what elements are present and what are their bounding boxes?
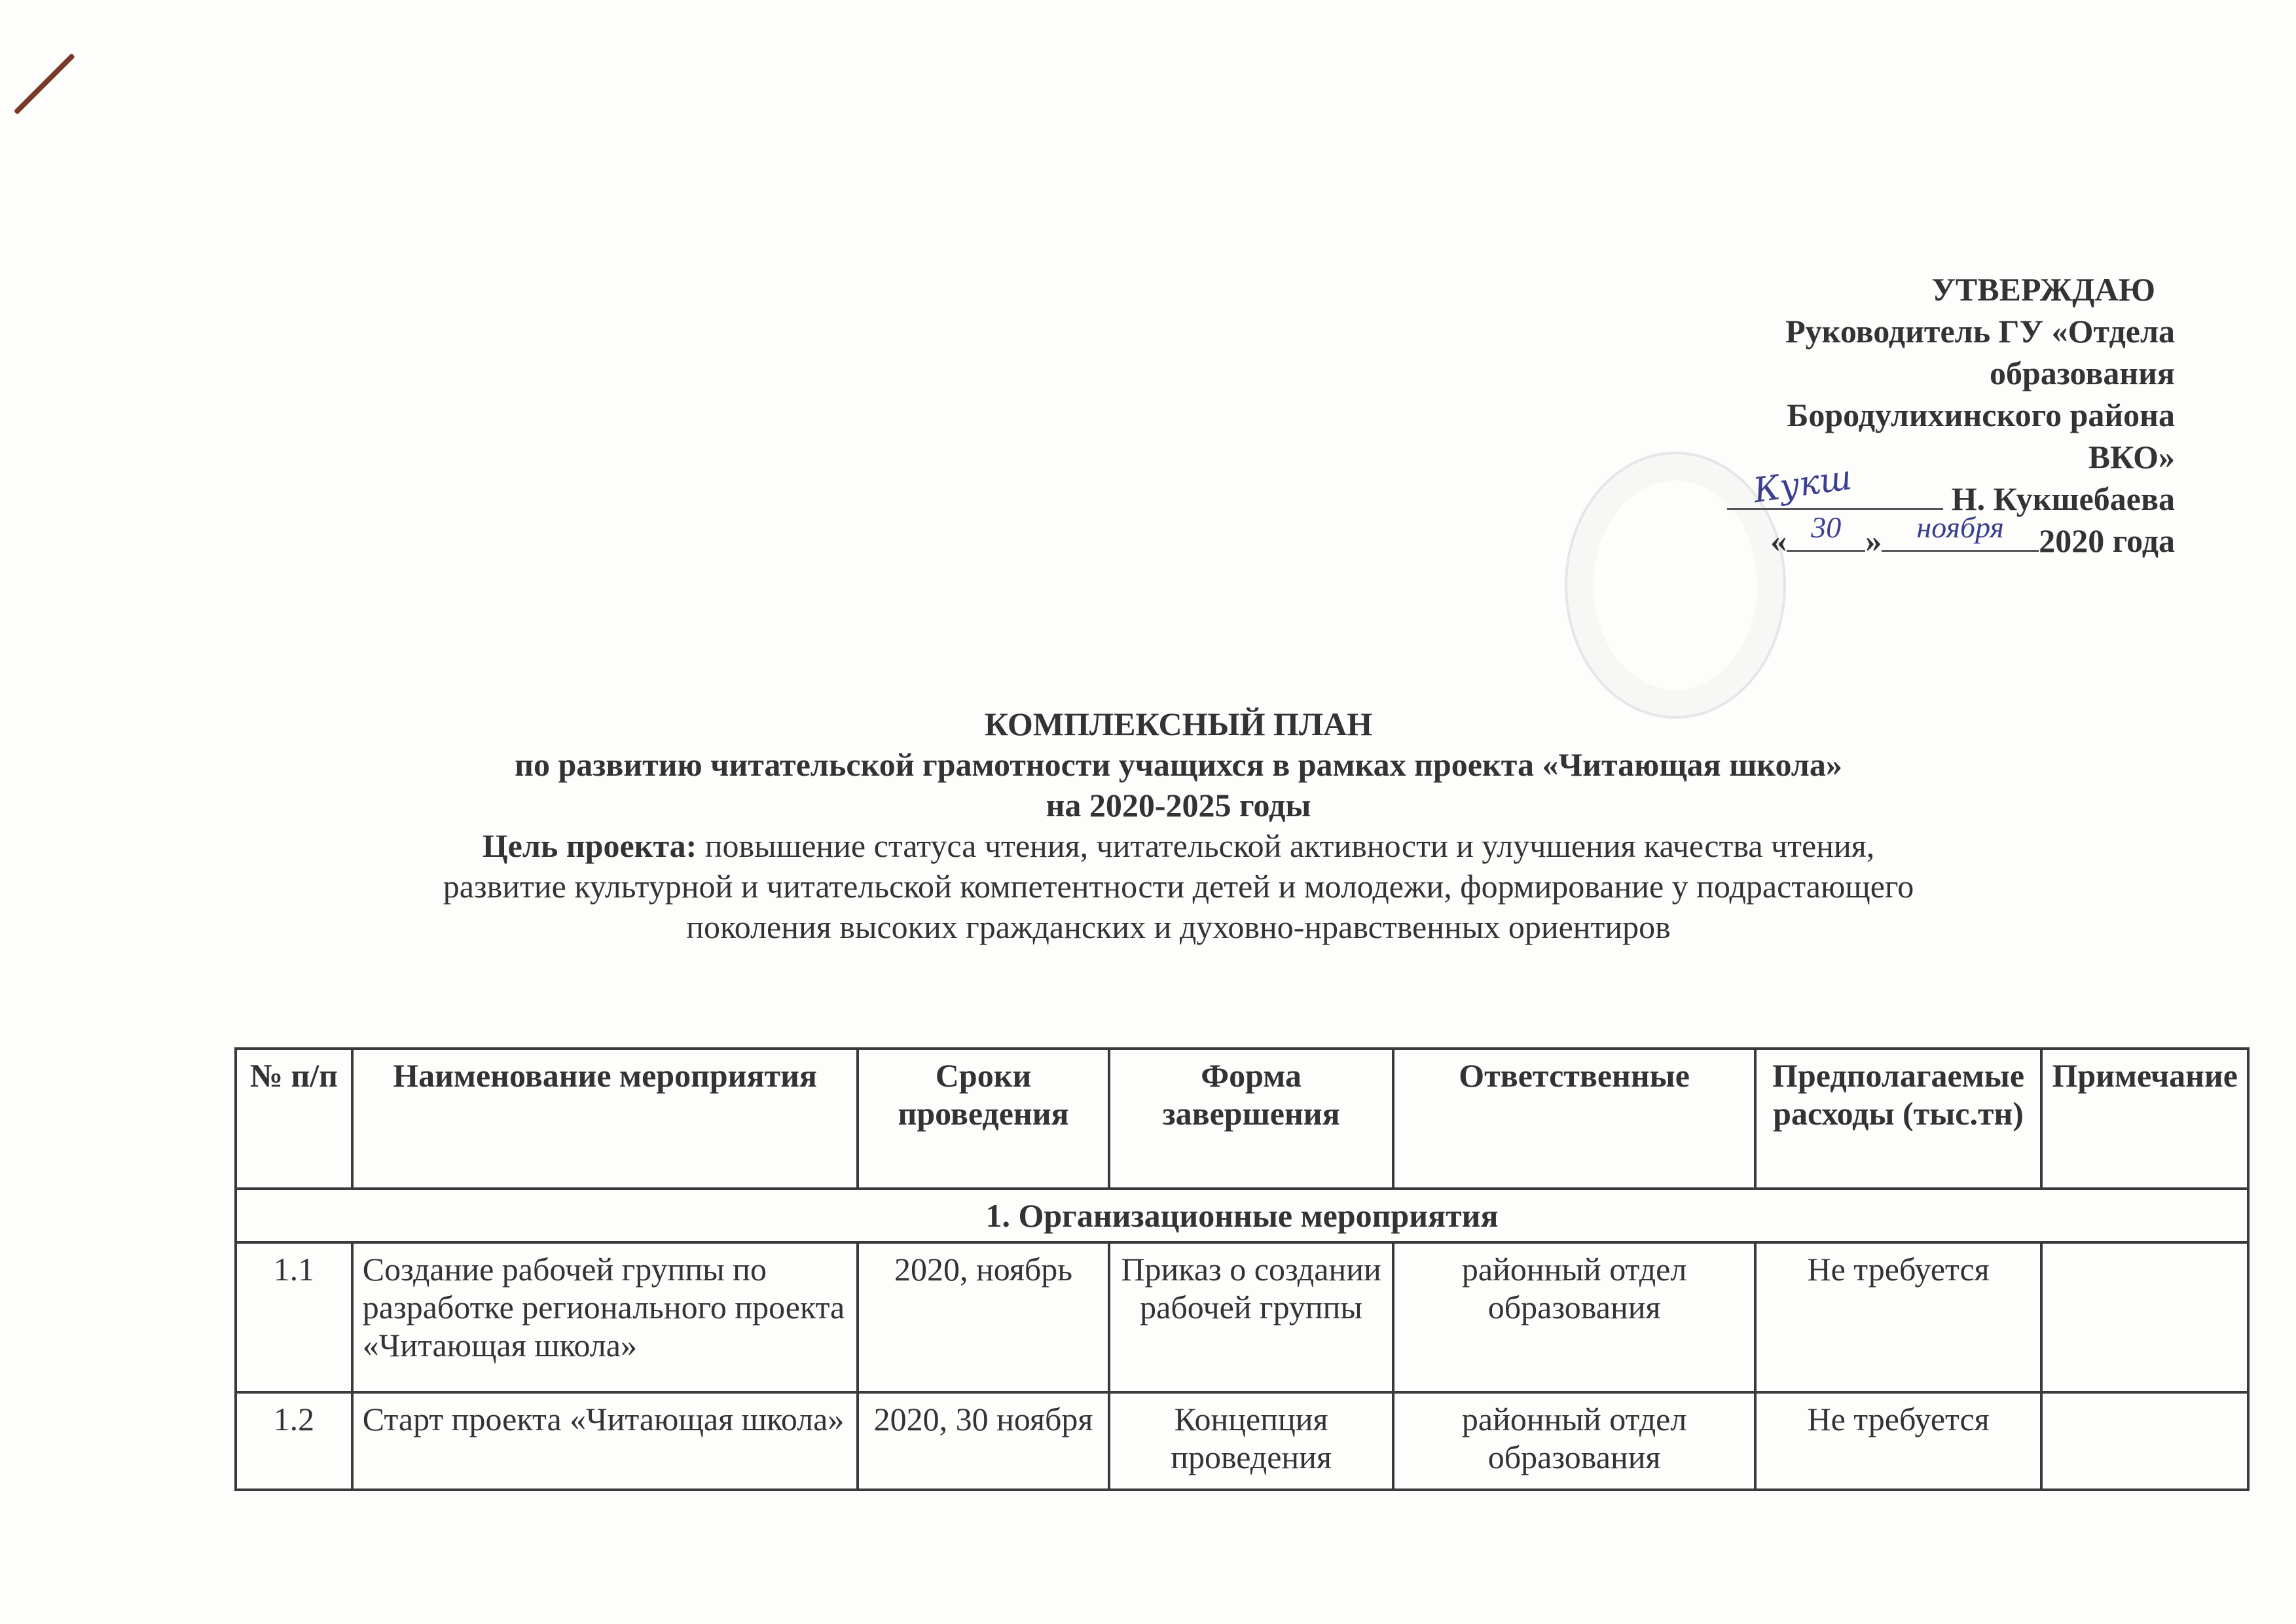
header-num: № п/п xyxy=(236,1049,352,1189)
date-year: 2020 года xyxy=(2039,522,2175,559)
date-day-field xyxy=(1787,511,1865,552)
section-title: 1. Организационные мероприятия xyxy=(236,1189,2248,1242)
date-month-handwritten: ноября xyxy=(1916,511,2004,544)
row-responsible: районный отдел образования xyxy=(1393,1392,1755,1490)
approval-heading: УТВЕРЖДАЮ xyxy=(1931,271,2155,308)
section-row xyxy=(236,1189,2248,1242)
header-responsible: Ответственные xyxy=(1393,1049,1755,1189)
handwritten-signature: Кукш xyxy=(1751,458,1855,511)
signature-field xyxy=(1727,458,1943,511)
document-period: на 2020-2025 годы xyxy=(1046,787,1311,823)
plan-table xyxy=(234,1047,2250,1491)
project-goal-line-2: развитие культурной и читательской компетентности детей и молодежи, формирование у подрастающего xyxy=(443,868,1914,905)
date-close-quote: » xyxy=(1865,522,1882,559)
goal-label: Цель проекта: xyxy=(482,827,697,864)
row-cost: Не требуется xyxy=(1755,1392,2042,1490)
header-cost: Предполагаемые расходы (тыс.тн) xyxy=(1755,1049,2042,1189)
header-note: Примечание xyxy=(2041,1049,2248,1189)
row-form: Концепция проведения xyxy=(1109,1392,1394,1490)
approval-date xyxy=(1546,511,2175,562)
date-day-handwritten: 30 xyxy=(1811,511,1842,544)
document-title: КОМПЛЕКСНЫЙ ПЛАН xyxy=(984,706,1373,742)
approval-line-3: Бородулихинского района xyxy=(1787,397,2175,433)
row-num: 1.2 xyxy=(236,1392,352,1490)
row-responsible: районный отдел образования xyxy=(1393,1242,1755,1392)
table-header-row xyxy=(236,1049,2248,1189)
row-name: Старт проекта «Читающая школа» xyxy=(352,1392,858,1490)
row-form: Приказ о создании рабочей группы xyxy=(1109,1242,1394,1392)
approval-line-2: образования xyxy=(1989,355,2175,391)
approval-block xyxy=(1546,268,2175,562)
row-name: Создание рабочей группы по разработке регионального проекта «Читающая школа» xyxy=(352,1242,858,1392)
document-subtitle: по развитию читательской грамотности учащихся в рамках проекта «Читающая школа» xyxy=(515,746,1842,783)
project-goal-line-3: поколения высоких гражданских и духовно-нравственных ориентиров xyxy=(686,909,1671,945)
approval-line-4: ВКО» xyxy=(2088,439,2175,475)
row-note xyxy=(2041,1392,2248,1490)
header-name: Наименование мероприятия xyxy=(352,1049,858,1189)
pen-mark xyxy=(14,53,75,115)
date-open-quote: « xyxy=(1770,522,1787,559)
table-row xyxy=(236,1392,2248,1490)
row-cost: Не требуется xyxy=(1755,1242,2042,1392)
approval-line-1: Руководитель ГУ «Отдела xyxy=(1785,313,2175,350)
table-row xyxy=(236,1242,2248,1392)
document-title-block xyxy=(196,704,2160,947)
row-date: 2020, 30 ноября xyxy=(858,1392,1108,1490)
header-date: Сроки проведения xyxy=(858,1049,1108,1189)
signatory-name: Н. Кукшебаева xyxy=(1951,480,2175,517)
project-goal-line-1 xyxy=(196,825,2160,866)
goal-text-1: повышение статуса чтения, читательской активности и улучшения качества чтения, xyxy=(697,827,1875,864)
date-month-field xyxy=(1882,511,2039,552)
row-date: 2020, ноябрь xyxy=(858,1242,1108,1392)
row-num: 1.1 xyxy=(236,1242,352,1392)
header-form: Форма завершения xyxy=(1109,1049,1394,1189)
row-note xyxy=(2041,1242,2248,1392)
